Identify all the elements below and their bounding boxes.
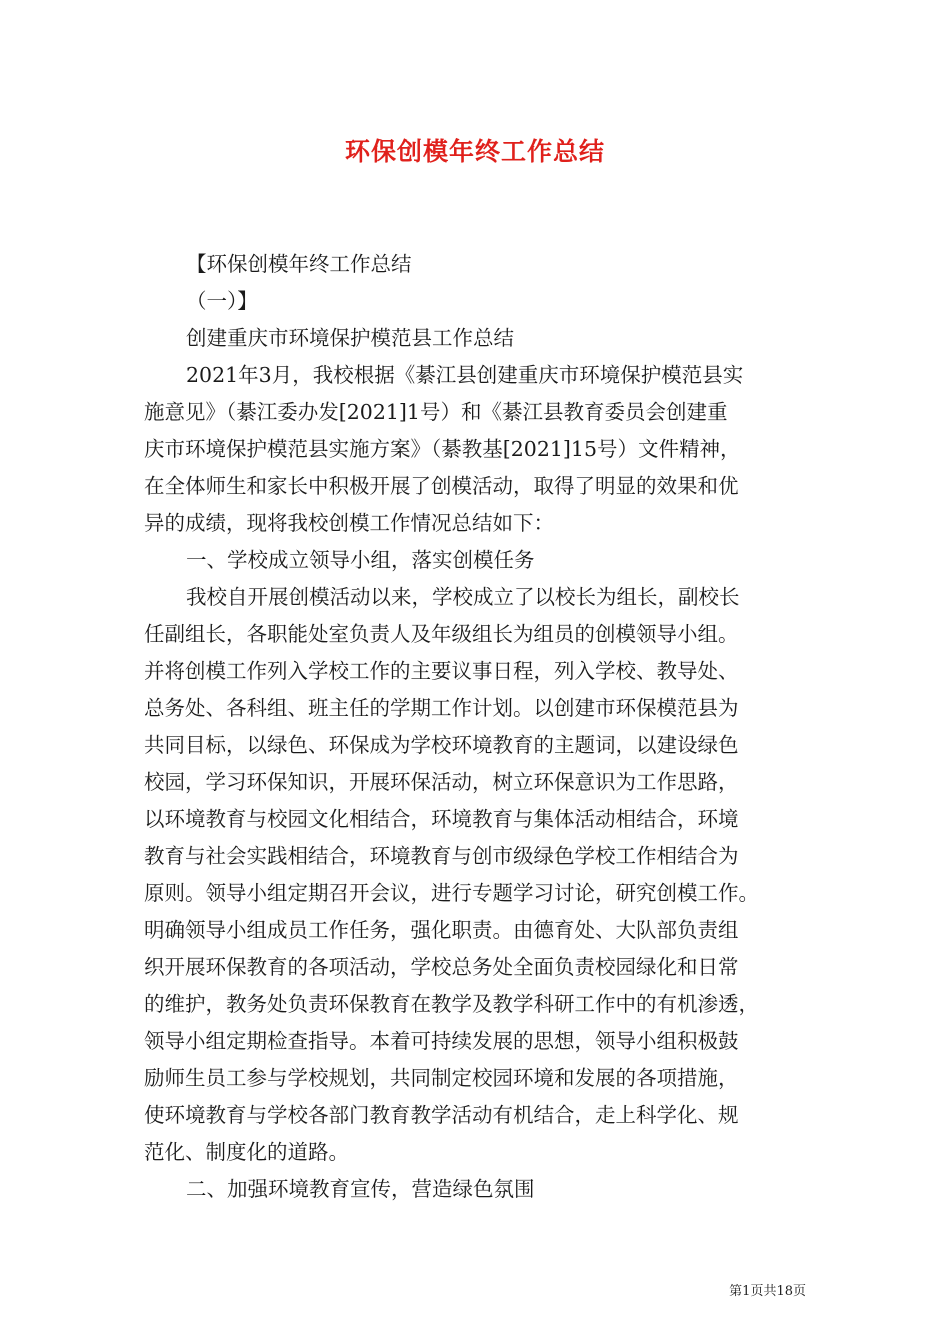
document-body [144, 246, 808, 1208]
text-line: 并将创模工作列入学校工作的主要议事日程，列入学校、教导处、 [144, 659, 739, 683]
text-line: 范化、制度化的道路。 [144, 1140, 349, 1164]
text-line: 校园，学习环保知识，开展环保活动，树立环保意识为工作思路， [144, 770, 739, 794]
text-line: （一）】 [186, 289, 258, 313]
text-line: 【环保创模年终工作总结 [186, 252, 412, 276]
text-line: 共同目标，以绿色、环保成为学校环境教育的主题词，以建设绿色 [144, 733, 739, 757]
text-line: 明确领导小组成员工作任务，强化职责。由德育处、大队部负责组 [144, 918, 739, 942]
text-line: 织开展环保教育的各项活动，学校总务处全面负责校园绿化和日常 [144, 955, 739, 979]
text-line: 创建重庆市环境保护模范县工作总结 [186, 326, 514, 350]
text-line: 我校自开展创模活动以来，学校成立了以校长为组长，副校长 [186, 585, 740, 609]
text-line: 励师生员工参与学校规划，共同制定校园环境和发展的各项措施， [144, 1066, 739, 1090]
section-heading: 一、学校成立领导小组，落实创模任务 [186, 548, 535, 572]
page-title: 环保创模年终工作总结 [344, 137, 605, 166]
page-number-footer: 第1页共18页 [729, 1284, 806, 1299]
text-line: 任副组长，各职能处室负责人及年级组长为组员的创模领导小组。 [144, 622, 739, 646]
text-line: 异的成绩，现将我校创模工作情况总结如下： [144, 511, 554, 535]
text-line: 原则。领导小组定期召开会议，进行专题学习讨论，研究创模工作。 [144, 881, 759, 905]
text-line: 施意见》（綦江委办发[2021]1号）和《綦江县教育委员会创建重 [144, 400, 728, 424]
text-line: 总务处、各科组、班主任的学期工作计划。以创建市环保模范县为 [144, 696, 739, 720]
text-line: 领导小组定期检查指导。本着可持续发展的思想，领导小组积极鼓 [144, 1029, 739, 1053]
text-line: 教育与社会实践相结合，环境教育与创市级绿色学校工作相结合为 [144, 844, 739, 868]
text-line: 以环境教育与校园文化相结合，环境教育与集体活动相结合，环境 [144, 807, 739, 831]
text-line: 使环境教育与学校各部门教育教学活动有机结合，走上科学化、规 [144, 1103, 739, 1127]
text-line: 的维护，教务处负责环保教育在教学及教学科研工作中的有机渗透， [144, 992, 759, 1016]
text-line: 在全体师生和家长中积极开展了创模活动，取得了明显的效果和优 [144, 474, 739, 498]
text-line: 2021年3月，我校根据《綦江县创建重庆市环境保护模范县实 [186, 363, 744, 387]
text-line: 庆市环境保护模范县实施方案》（綦教基[2021]15号）文件精神， [144, 437, 741, 461]
section-heading: 二、加强环境教育宣传，营造绿色氛围 [186, 1177, 535, 1201]
